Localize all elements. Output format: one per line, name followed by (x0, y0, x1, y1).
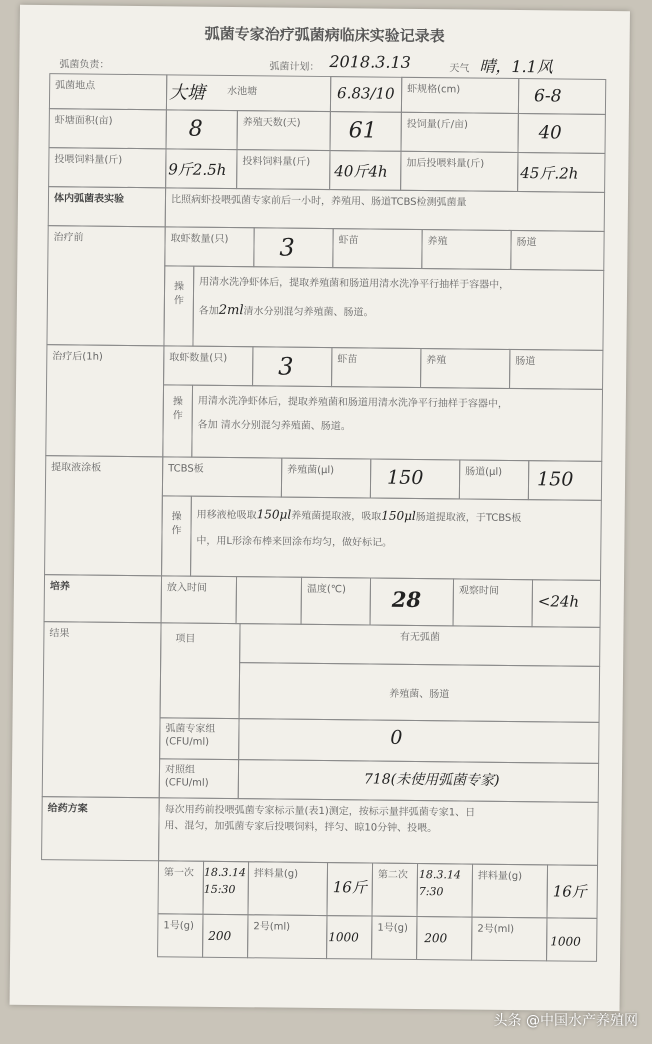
sec7-n3-label: 1号(g) (377, 922, 408, 934)
sec5-row-a-label-cell (159, 717, 239, 760)
sec2-col2-label: 虾苗 (337, 354, 358, 366)
sec5-col2-label: 有无弧菌 (399, 631, 440, 644)
sec2-text-cell (191, 385, 603, 462)
site-label-cell (49, 73, 167, 110)
sec1-col4-cell (510, 230, 604, 271)
sec1-text1: 用清水洗净虾体后，提取养殖菌和肠道用清水洗净平行抽样于容器中， (199, 276, 510, 291)
sec3-text1-a: 用移液枪吸取 (196, 509, 257, 522)
feed2-label-cell (236, 149, 330, 190)
sec1-col2-label: 虾苗 (338, 235, 359, 247)
sec3-col3-label: 肠道(μl) (465, 466, 503, 478)
sec4-col3-cell (453, 578, 533, 627)
sec4-col1-label: 放入时间 (166, 582, 207, 594)
sec3-op-cell (161, 495, 192, 576)
sheet-title: 弧菌专家治疗弧菌病临床实验记录表 (204, 24, 445, 46)
sec4-col2-value: 28 (391, 586, 422, 613)
feed2-value: 40斤4h (334, 162, 388, 181)
sec2-op-cell (162, 384, 193, 457)
watermark: 头条 @中国水产养殖网 (493, 1013, 638, 1029)
exp-label: 体内弧菌表实验 (53, 193, 125, 205)
sec7-n3-label-cell (371, 916, 417, 960)
sec3-col1-cell (162, 456, 282, 497)
days-value: 61 (348, 118, 377, 144)
sec3-text1-hw1: 150μl (256, 507, 292, 522)
sec1-op-cell (163, 265, 194, 346)
sec6-text2: 用、混匀，加弧菌专家后投喂饲料，拌匀、晾10分钟、投喂。 (164, 820, 438, 835)
sec2-col1-cell (163, 345, 253, 386)
sec7-feed-value: 16斤 (332, 878, 367, 897)
sec7-n4-label-cell (471, 917, 547, 962)
sec7-second-time: 18.3.14 7:30 (418, 868, 461, 898)
sec7-first-label: 第一次 (163, 867, 194, 879)
sec2-col1-label: 取虾数量(只) (169, 352, 228, 364)
area-label-cell (49, 108, 167, 149)
exp-label-cell (48, 186, 166, 227)
sec3-col3-cell (459, 459, 529, 500)
sec3-label-cell (44, 455, 163, 576)
sec4-label: 培养 (49, 581, 70, 593)
sec1-col1-cell (164, 226, 254, 267)
sec2-col4-cell (509, 349, 603, 390)
depth-label-cell (400, 112, 518, 153)
area-value: 8 (188, 116, 203, 142)
days-label-cell (237, 110, 331, 151)
sec6-label-cell (41, 796, 160, 861)
sec2-col3-cell (420, 348, 510, 389)
sec2-label: 治疗后(1h) (52, 351, 103, 363)
sec3-text1-b: 养殖菌提取液，吸取 (291, 510, 382, 523)
sec7-n4-value: 1000 (550, 934, 581, 949)
sec5-row-b-value: 718(未使用弧菌专家) (363, 771, 500, 789)
feed1-label-cell (48, 147, 166, 188)
sec3-op-label: 操作 (171, 511, 182, 537)
sec7-n2-label-cell (247, 914, 327, 959)
sec4-col1-value-cell (236, 576, 302, 625)
sec5-row-a-label: 弧菌专家组(CFU/ml) (165, 723, 216, 748)
sec6-text1: 每次用药前投喂弧菌专家标示量(表1)测定，按标示量拌弧菌专家1、日 (164, 804, 476, 819)
header-weather-value: 晴，1.1风 (479, 56, 553, 77)
sec1-text2-a: 各加 (198, 305, 219, 317)
sec7-second-label-cell (371, 863, 418, 917)
exp-text-cell (165, 187, 605, 232)
feed2-label: 投料饲料量(斤) (242, 156, 311, 168)
site-printed: 水池塘 (227, 85, 258, 98)
sec1-col1-label: 取虾数量(只) (170, 233, 229, 246)
sec4-col3-label: 观察时间 (458, 585, 499, 597)
header-date-value: 2018.3.13 (329, 52, 411, 72)
sec4-col2-label: 温度(℃) (306, 583, 347, 596)
sec7-n1-label-cell (157, 913, 203, 957)
sec7-n4-label: 2号(ml) (477, 923, 515, 936)
sec3-text1-c: 肠道提取液，于TCBS板 (415, 511, 522, 525)
sec3-col2-label: 养殖菌(μl) (287, 464, 335, 477)
sec7-feed2-label-cell (471, 864, 548, 919)
sec1-col1-value: 3 (279, 233, 295, 262)
sec3-text-cell (190, 496, 602, 581)
sec3-text2: 中，用L形涂布棒来回涂布均匀，做好标记。 (196, 535, 393, 549)
area-label: 虾塘面积(亩) (54, 115, 113, 127)
sec2-col3-label: 养殖 (426, 355, 447, 367)
sec5-col1-cell (160, 622, 241, 719)
size-value-cell (518, 78, 606, 115)
sec1-label-cell (46, 225, 165, 346)
site-value: 大塘 (168, 82, 206, 104)
sec7-n2-label: 2号(ml) (253, 921, 291, 933)
sec7-first-label-cell (158, 860, 205, 914)
sec5-col1-label: 项目 (175, 633, 196, 645)
feed3-label-cell (400, 151, 518, 192)
sec7-feed2-value: 16斤 (552, 882, 587, 901)
sec1-text2 (199, 301, 598, 326)
sec5-row-b-label-cell (159, 758, 239, 799)
header-no-label: 弧菌负责： (59, 59, 110, 71)
sec2-col1-value: 3 (278, 352, 294, 381)
sec2-text2: 各加 清水分别混匀养殖菌、肠道。 (197, 419, 351, 433)
sec3-col3-value: 150 (536, 468, 574, 491)
sec7-n1-label: 1号(g) (163, 920, 194, 932)
sec1-col2-cell (332, 228, 422, 269)
sec7-n1-value: 200 (208, 928, 232, 944)
sec1-text2-b: 清水分别混匀养殖菌、肠道。 (243, 306, 374, 319)
sec2-col2-cell (331, 347, 421, 388)
sec2-col4-label: 肠道 (515, 356, 536, 368)
sec5-sub-label: 养殖菌、肠道 (389, 688, 450, 701)
sec2-op-label: 操作 (172, 396, 183, 422)
sec1-col4-label: 肠道 (516, 237, 537, 249)
sec3-text1 (197, 505, 596, 528)
sec7-n2-value: 1000 (328, 930, 359, 945)
sec6-label: 给药方案 (47, 803, 88, 815)
sec5-sub-cell (239, 662, 601, 723)
sec3-col2-value: 150 (386, 466, 424, 490)
size-label: 虾规格(cm) (407, 83, 461, 96)
feed3-label: 加后投喂料量(斤) (406, 157, 485, 170)
sec5-row-a-value-cell (238, 718, 599, 764)
sec5-row-a-value: 0 (390, 726, 403, 749)
size-label-cell (401, 77, 519, 114)
sec5-label-cell (42, 621, 162, 798)
sec1-text2-hw: 2ml (218, 302, 244, 319)
days-label: 养殖天数(天) (242, 117, 301, 129)
sec5-col2-cell (239, 623, 600, 667)
sec2-label-cell (45, 344, 164, 457)
sec4-col3-value: <24h (537, 592, 580, 611)
header-weather-label: 天气 (449, 63, 470, 75)
exp-text: 比照病虾投喂弧菌专家前后一小时，养殖用、肠道TCBS检测弧菌量 (170, 194, 467, 209)
sec5-label: 结果 (49, 628, 70, 640)
sec5-row-b-label: 对照组(CFU/ml) (164, 764, 209, 789)
sec1-col3-label: 养殖 (427, 236, 448, 248)
header-date-label: 弧菌计划： (269, 61, 320, 73)
sec1-col3-cell (421, 229, 511, 270)
sec7-feed-label: 拌料量(g) (253, 868, 299, 880)
record-sheet (10, 5, 630, 1011)
sec7-feed-label-cell (247, 861, 328, 916)
sec4-label-cell (44, 574, 162, 623)
density-value: 6.83/10 (337, 84, 395, 103)
sec3-col2-cell (281, 458, 371, 499)
feed1-label: 投喂饲料量(斤) (54, 154, 123, 166)
depth-value: 40 (538, 122, 562, 144)
feed3-value: 45斤.2h (520, 164, 579, 183)
sec3-text1-hw2: 150μl (381, 508, 416, 523)
sec6-text-cell (158, 797, 599, 866)
sec3-col1-label: TCBS板 (168, 463, 204, 475)
sec1-text-cell (192, 266, 604, 351)
sec4-col2-cell (301, 577, 371, 626)
sec7-n3-value: 200 (424, 931, 448, 946)
sec2-text1: 用清水洗净虾体后，提取养殖菌和肠道用清水洗净平行抽样于容器中， (197, 395, 508, 410)
feed1-value: 9斤2.5h (168, 160, 227, 179)
size-value: 6-8 (533, 86, 562, 107)
sec3-label: 提取液涂板 (51, 462, 102, 474)
site-label: 弧菌地点 (55, 80, 96, 92)
sec7-first-time: 18.3.14 15:30 (203, 865, 247, 896)
sec4-col1-cell (161, 575, 237, 624)
depth-label: 投饲量(斤/亩) (406, 118, 469, 131)
sec1-label: 治疗前 (53, 232, 84, 244)
sec1-op-label: 操作 (173, 281, 185, 307)
sec7-second-label: 第二次 (377, 869, 408, 881)
sec7-feed2-label: 拌料量(g) (477, 870, 523, 883)
